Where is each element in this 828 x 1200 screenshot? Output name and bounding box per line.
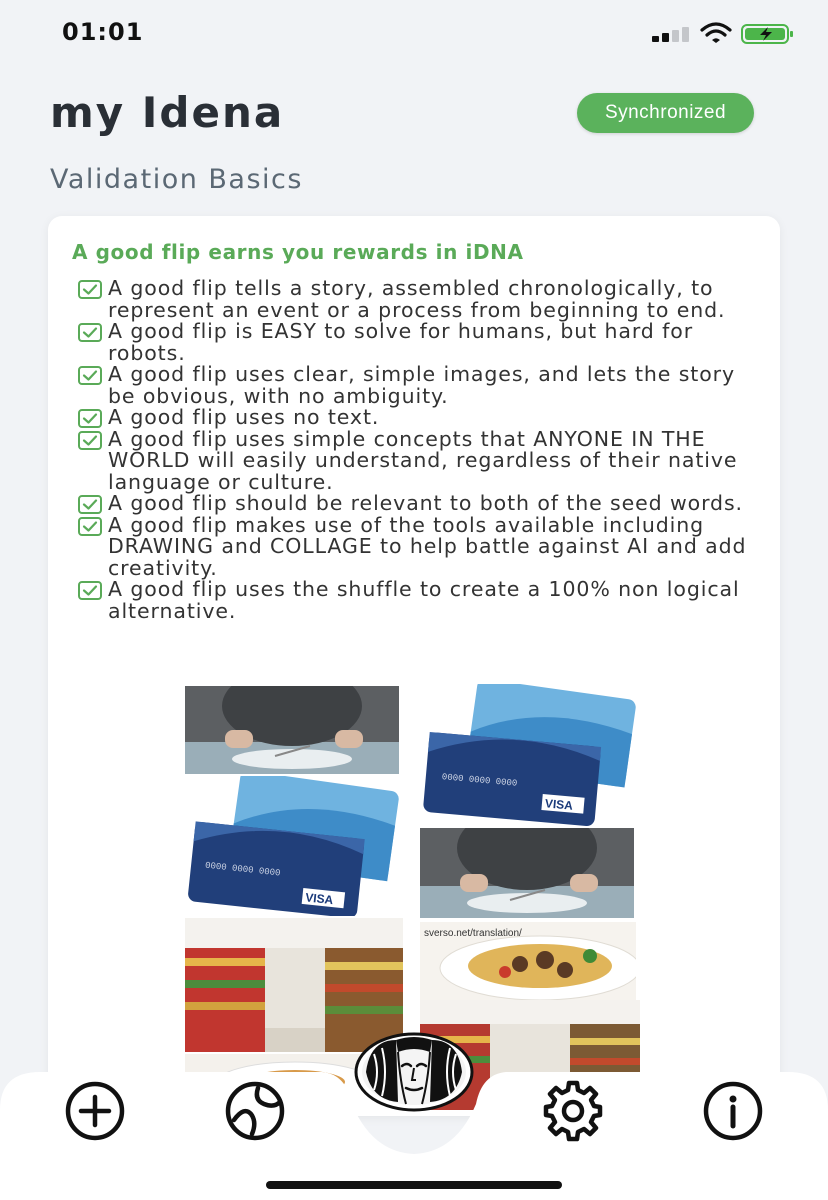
rules-list [78,278,768,622]
app-title: my Idena [50,88,285,137]
rule-text: A good flip uses no text. [108,405,380,429]
flip-image-person-empty-plate [185,686,399,774]
image-watermark-text: sverso.net/translation/ [424,928,522,939]
validation-basics-card [48,216,780,1116]
checkbox-checked-icon [78,581,102,600]
rule-text: A good flip uses clear, simple images, and lets the story be obvious, with no ambiguity. [108,362,736,408]
flip-image-person-empty-plate-2 [420,828,634,918]
status-time: 01:01 [62,18,144,46]
visa-logo-text: VISA [304,890,334,908]
checkbox-checked-icon [78,517,102,536]
avatar-icon[interactable] [354,1032,474,1112]
rule-item [78,426,768,494]
rule-item [78,278,768,321]
rule-text: A good flip is EASY to solve for humans, but hard for robots. [108,319,694,365]
rule-text: A good flip uses simple concepts that ANYONE IN THE WORLD will easily understand, regardless of their native language or culture. [108,426,738,494]
rule-text: A good flip uses the shuffle to create a 100% non logical alternative. [108,577,740,623]
checkbox-checked-icon [78,495,102,514]
flip-image-credit-cards-2 [420,684,640,826]
cellular-signal-icon [652,26,690,42]
checkbox-checked-icon [78,323,102,342]
info-icon[interactable] [702,1080,764,1142]
rule-item [78,321,768,364]
status-bar [0,0,828,66]
rule-item [78,493,768,515]
checkbox-checked-icon [78,366,102,385]
home-indicator[interactable] [266,1181,562,1189]
rule-item [78,579,768,622]
rule-text: A good flip tells a story, assembled chronologically, to represent an event or a process from beginning to end. [108,276,726,322]
flip-image-pasta-dish [420,922,636,1002]
rule-item [78,512,768,580]
rule-text: A good flip should be relevant to both of the seed words. [108,491,743,515]
wifi-icon [700,22,732,44]
svg-text:0000 0000 0000: 0000 0000 0000 [441,772,518,789]
rule-item [78,364,768,407]
flip-image-credit-cards [185,776,403,916]
battery-charging-icon [741,23,795,45]
globe-icon[interactable] [224,1080,286,1142]
svg-text:0000 0000 0000: 0000 0000 0000 [204,860,281,879]
gear-icon[interactable] [542,1080,604,1142]
sync-status-badge[interactable]: Synchronized [577,93,754,133]
visa-logo-text: VISA [544,796,574,813]
section-title: Validation Basics [50,164,303,195]
checkbox-checked-icon [78,280,102,299]
rule-text: A good flip makes use of the tools available including DRAWING and COLLAGE to help battle against AI and add creativity. [108,512,747,580]
checkbox-checked-icon [78,409,102,428]
card-heading: A good flip earns you rewards in iDNA [72,240,524,264]
plus-circle-icon[interactable] [64,1080,126,1142]
checkbox-checked-icon [78,431,102,450]
rule-item [78,407,768,429]
